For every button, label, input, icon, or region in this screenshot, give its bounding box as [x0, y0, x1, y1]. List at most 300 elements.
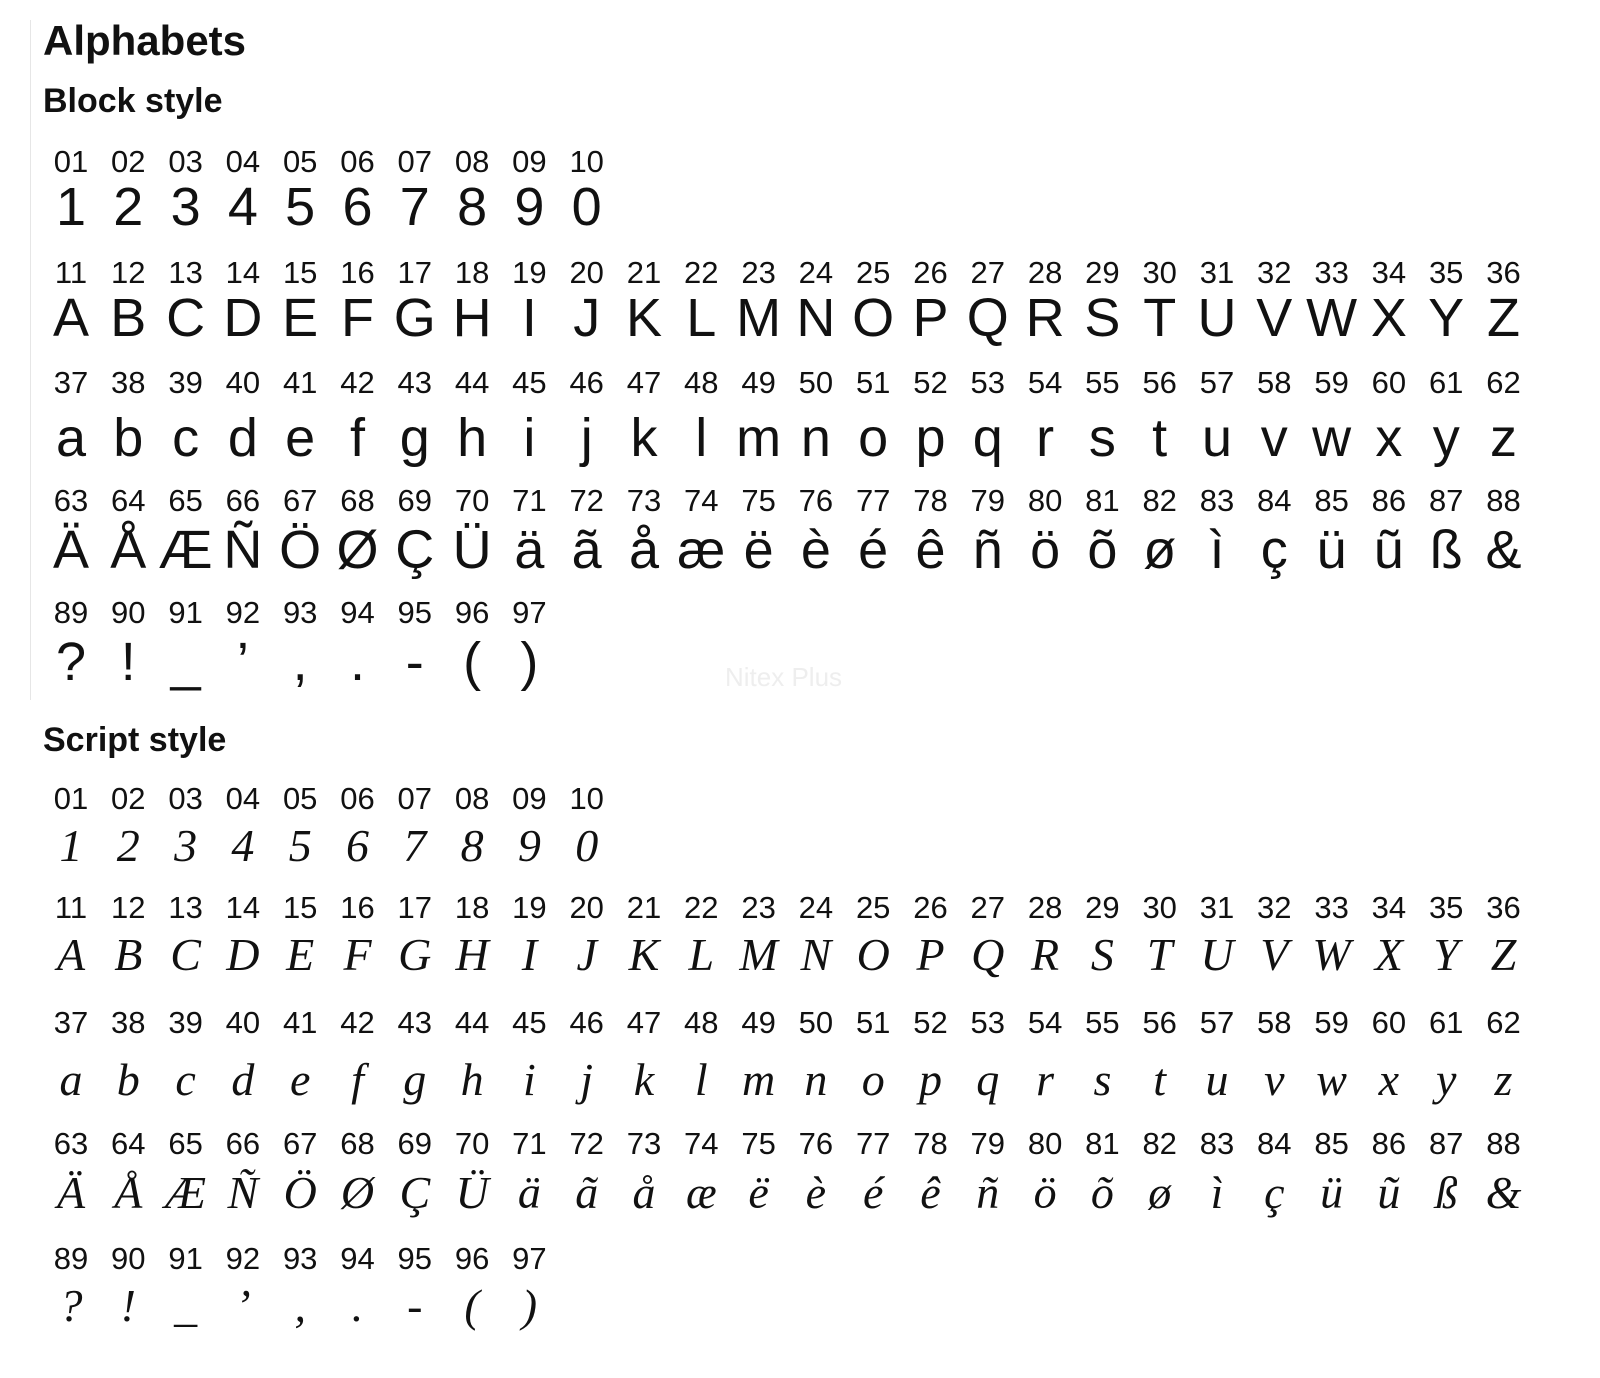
glyph-number: 55	[1085, 365, 1120, 400]
glyph-number: 02	[111, 781, 146, 816]
glyph-character: G	[393, 288, 436, 348]
glyph-character: x	[1378, 1054, 1400, 1105]
glyph-character: 9	[517, 820, 541, 871]
glyph-character: _	[170, 632, 201, 692]
glyph-character: k	[633, 1054, 655, 1105]
glyph-number: 79	[970, 1126, 1006, 1161]
glyph-number: 90	[111, 1241, 146, 1276]
glyph-character: Y	[1428, 288, 1465, 348]
glyph-character: K	[628, 929, 660, 980]
glyph-character: &	[1485, 1167, 1522, 1218]
glyph-character: i	[523, 408, 536, 468]
glyph-number: 54	[1027, 365, 1063, 400]
glyph-character: 1	[55, 177, 87, 237]
glyph-character: P	[916, 929, 945, 980]
glyph-number: 43	[397, 1005, 433, 1040]
glyph-number: 95	[397, 1241, 433, 1276]
glyph-number: 05	[282, 144, 318, 179]
glyph-number: 44	[454, 1005, 490, 1040]
glyph-number: 11	[54, 890, 88, 925]
glyph-character: !	[120, 632, 136, 692]
glyph-number: 35	[1428, 890, 1464, 925]
glyph-character: 4	[231, 820, 255, 871]
glyph-number: 64	[111, 1126, 146, 1161]
glyph-character: å	[628, 520, 660, 580]
glyph-character: D	[226, 929, 260, 980]
glyph-number: 14	[225, 890, 261, 925]
glyph-number: 97	[512, 595, 547, 630]
glyph-number: 13	[168, 255, 203, 290]
glyph-character: t	[1152, 408, 1168, 468]
glyph-number: 87	[1428, 483, 1464, 518]
glyph-number: 13	[168, 890, 203, 925]
glyph-number: 58	[1257, 1005, 1292, 1040]
glyph-number: 27	[970, 890, 1006, 925]
glyph-character: 1	[59, 820, 83, 871]
glyph-number: 94	[340, 1241, 375, 1276]
glyph-number: 08	[454, 144, 490, 179]
glyph-character: é	[862, 1167, 884, 1218]
glyph-character: .	[349, 632, 365, 692]
glyph-number: 68	[340, 1126, 375, 1161]
glyph-number: 03	[168, 781, 203, 816]
glyph-number: 61	[1428, 1005, 1464, 1040]
glyph-character: f	[349, 408, 365, 468]
glyph-number: 83	[1199, 1126, 1235, 1161]
glyph-character: (	[463, 632, 482, 692]
glyph-number: 33	[1314, 255, 1349, 290]
glyph-character: 8	[457, 177, 488, 237]
glyph-number: 28	[1027, 890, 1063, 925]
glyph-character: 2	[113, 177, 144, 237]
glyph-number: 41	[282, 365, 318, 400]
glyph-character: i	[523, 1054, 536, 1105]
glyph-number: 21	[626, 890, 662, 925]
glyph-character: m	[736, 408, 782, 468]
glyph-character: L	[686, 288, 717, 348]
glyph-character: K	[625, 288, 663, 348]
glyph-number: 02	[111, 144, 146, 179]
glyph-character: Ç	[395, 520, 435, 580]
glyph-number: 10	[569, 144, 604, 179]
glyph-character: ë	[743, 520, 774, 580]
glyph-character: N	[796, 288, 836, 348]
glyph-character: ì	[1209, 520, 1225, 580]
glyph-character: Ç	[399, 1167, 431, 1218]
glyph-character: A	[56, 929, 86, 980]
glyph-number: 24	[798, 890, 834, 925]
glyph-number: 71	[512, 483, 547, 518]
glyph-character: G	[398, 929, 432, 980]
glyph-character: ß	[1429, 520, 1463, 580]
glyph-number: 66	[225, 1126, 261, 1161]
glyph-character: ê	[915, 520, 946, 580]
glyph-number: 74	[684, 1126, 719, 1161]
glyph-character: b	[116, 1054, 140, 1105]
glyph-number: 59	[1314, 365, 1349, 400]
glyph-character: O	[852, 288, 895, 348]
glyph-number: 57	[1199, 365, 1235, 400]
glyph-number: 21	[626, 255, 662, 290]
glyph-number: 86	[1371, 1126, 1407, 1161]
glyph-number: 65	[168, 483, 203, 518]
glyph-number: 35	[1428, 255, 1464, 290]
glyph-character: ũ	[1373, 520, 1404, 580]
glyph-character: 0	[575, 820, 599, 871]
glyph-character: B	[114, 929, 143, 980]
glyph-character: C	[170, 929, 201, 980]
glyph-character: é	[858, 520, 889, 580]
glyph-character: ø	[1143, 520, 1177, 580]
glyph-number: 78	[913, 483, 948, 518]
glyph-number: 37	[53, 365, 89, 400]
glyph-number: 54	[1027, 1005, 1063, 1040]
glyph-number: 05	[282, 781, 318, 816]
glyph-number: 83	[1199, 483, 1235, 518]
glyph-number: 29	[1085, 890, 1120, 925]
glyph-character: õ	[1090, 1167, 1114, 1218]
glyph-number: 09	[512, 144, 547, 179]
glyph-character: w	[1316, 1054, 1347, 1105]
glyph-number: 42	[340, 365, 375, 400]
glyph-number: 81	[1085, 483, 1120, 518]
glyph-number: 78	[913, 1126, 948, 1161]
glyph-number: 72	[569, 483, 604, 518]
glyph-number: 45	[512, 365, 547, 400]
glyph-character: c	[175, 1054, 196, 1105]
glyph-character: è	[800, 520, 831, 580]
glyph-character: H	[452, 288, 492, 348]
glyph-character: b	[113, 408, 144, 468]
glyph-number: 82	[1142, 1126, 1177, 1161]
glyph-number: 76	[798, 483, 834, 518]
glyph-character: Æ	[158, 520, 213, 580]
glyph-number: 44	[454, 365, 490, 400]
glyph-number: 38	[111, 1005, 146, 1040]
glyph-number: 27	[970, 255, 1006, 290]
glyph-character: v	[1260, 408, 1288, 468]
glyph-character: ’	[236, 632, 249, 692]
glyph-character: ñ	[976, 1167, 1000, 1218]
glyph-number: 94	[340, 595, 375, 630]
glyph-number: 10	[569, 781, 604, 816]
glyph-character: Å	[114, 1167, 143, 1218]
glyph-number: 33	[1314, 890, 1349, 925]
glyph-number: 75	[741, 483, 776, 518]
glyph-number: 22	[684, 890, 719, 925]
glyph-number: 97	[512, 1241, 547, 1276]
glyph-number: 04	[225, 781, 261, 816]
glyph-character: z	[1494, 1054, 1513, 1105]
glyph-character: W	[1306, 288, 1358, 348]
glyph-number: 90	[111, 595, 146, 630]
glyph-character: o	[861, 1054, 885, 1105]
glyph-number: 29	[1085, 255, 1120, 290]
glyph-number: 51	[855, 1005, 891, 1040]
glyph-character: ?	[55, 632, 87, 692]
glyph-character: f	[351, 1054, 364, 1105]
glyph-number: 01	[53, 781, 89, 816]
glyph-character: 5	[285, 177, 316, 237]
glyph-character: -	[405, 632, 424, 692]
glyph-character: Ä	[56, 1167, 86, 1218]
glyph-number: 61	[1428, 365, 1464, 400]
glyph-number: 62	[1486, 365, 1521, 400]
glyph-number: 22	[684, 255, 719, 290]
glyph-character: ’	[235, 1280, 251, 1331]
glyph-character: Ü	[452, 520, 492, 580]
glyph-character: Z	[1487, 288, 1520, 348]
glyph-number: 70	[454, 483, 490, 518]
glyph-character: A	[52, 288, 90, 348]
glyph-number: 53	[970, 1005, 1006, 1040]
glyph-character: y	[1432, 408, 1460, 468]
glyph-character: 6	[342, 177, 373, 237]
glyph-number: 34	[1371, 255, 1407, 290]
glyph-character: ñ	[972, 520, 1003, 580]
glyph-character: å	[632, 1167, 656, 1218]
glyph-number: 79	[970, 483, 1006, 518]
glyph-character: l	[695, 408, 708, 468]
glyph-number: 68	[340, 483, 375, 518]
glyph-number: 23	[741, 890, 776, 925]
glyph-number: 56	[1142, 365, 1177, 400]
glyph-number: 12	[111, 890, 146, 925]
glyph-character: è	[805, 1167, 827, 1218]
glyph-character: Ñ	[227, 1167, 259, 1218]
glyph-character: T	[1143, 288, 1177, 348]
glyph-character: p	[919, 1054, 942, 1105]
glyph-character: s	[1093, 1054, 1112, 1105]
glyph-number: 77	[855, 1126, 891, 1161]
glyph-character: x	[1375, 408, 1403, 468]
glyph-character: R	[1031, 929, 1060, 980]
glyph-character: m	[741, 1054, 776, 1105]
glyph-character: t	[1153, 1054, 1167, 1105]
glyph-number: 89	[53, 1241, 89, 1276]
glyph-character: D	[223, 288, 263, 348]
glyph-number: 09	[512, 781, 547, 816]
glyph-character: C	[166, 288, 206, 348]
glyph-character: Q	[966, 288, 1009, 348]
glyph-character: q	[972, 408, 1003, 468]
glyph-number: 12	[111, 255, 146, 290]
glyph-character: ß	[1434, 1167, 1458, 1218]
glyph-character: U	[1197, 288, 1237, 348]
glyph-character: a	[59, 1054, 83, 1105]
glyph-number: 91	[168, 595, 203, 630]
glyph-number: 47	[626, 1005, 662, 1040]
glyph-number: 19	[512, 890, 547, 925]
glyph-number: 19	[512, 255, 547, 290]
glyph-character: v	[1264, 1054, 1285, 1105]
glyph-number: 15	[282, 255, 318, 290]
glyph-number: 58	[1257, 365, 1292, 400]
glyph-number: 82	[1142, 483, 1177, 518]
glyph-number: 30	[1142, 255, 1177, 290]
glyph-character: L	[688, 929, 715, 980]
glyph-character: z	[1490, 408, 1517, 468]
block-style-heading: Block style	[43, 82, 223, 120]
glyph-character: )	[521, 1280, 538, 1331]
glyph-number: 28	[1027, 255, 1063, 290]
glyph-number: 20	[569, 890, 604, 925]
glyph-number: 74	[684, 483, 719, 518]
glyph-character: 0	[571, 177, 602, 237]
glyph-number: 72	[569, 1126, 604, 1161]
glyph-number: 92	[225, 595, 261, 630]
glyph-number: 73	[626, 483, 662, 518]
script-style-heading: Script style	[43, 721, 227, 759]
glyph-number: 17	[397, 890, 433, 925]
glyph-number: 11	[54, 255, 88, 290]
glyph-character: M	[736, 288, 782, 348]
glyph-number: 96	[454, 595, 490, 630]
glyph-number: 89	[53, 595, 89, 630]
glyph-number: 93	[282, 1241, 318, 1276]
glyph-number: 55	[1085, 1005, 1120, 1040]
glyph-character: r	[1036, 1054, 1055, 1105]
glyph-number: 91	[168, 1241, 203, 1276]
glyph-character: Æ	[165, 1167, 207, 1218]
glyph-character: -	[407, 1280, 423, 1331]
glyph-number: 73	[626, 1126, 662, 1161]
glyph-number: 39	[168, 365, 203, 400]
glyph-character: N	[800, 929, 832, 980]
glyph-character: ø	[1148, 1167, 1172, 1218]
glyph-number: 06	[340, 144, 375, 179]
glyph-character: Ñ	[223, 520, 263, 580]
glyph-number: 18	[454, 890, 490, 925]
glyph-number: 65	[168, 1126, 203, 1161]
glyph-number: 80	[1027, 1126, 1063, 1161]
glyph-character: e	[285, 408, 316, 468]
glyph-character: J	[573, 288, 601, 348]
glyph-character: ã	[571, 520, 602, 580]
glyph-number: 16	[340, 255, 375, 290]
glyph-number: 46	[569, 1005, 604, 1040]
glyph-number: 31	[1199, 255, 1235, 290]
glyph-character: Z	[1490, 929, 1517, 980]
glyph-number: 88	[1486, 1126, 1521, 1161]
glyph-character: ü	[1316, 520, 1347, 580]
glyph-character: l	[694, 1054, 708, 1105]
glyph-number: 15	[282, 890, 318, 925]
glyph-number: 42	[340, 1005, 375, 1040]
glyph-number: 53	[970, 365, 1006, 400]
glyph-character: æ	[685, 1167, 717, 1218]
glyph-number: 87	[1428, 1126, 1464, 1161]
glyph-number: 48	[684, 365, 719, 400]
glyph-number: 32	[1257, 255, 1292, 290]
page-title: Alphabets	[43, 17, 247, 64]
glyph-character: .	[351, 1280, 364, 1331]
glyph-number: 52	[913, 1005, 948, 1040]
glyph-character: (	[464, 1280, 480, 1331]
glyph-number: 14	[225, 255, 261, 290]
glyph-number: 48	[684, 1005, 719, 1040]
glyph-character: S	[1084, 288, 1121, 348]
glyph-number: 75	[741, 1126, 776, 1161]
glyph-character: S	[1090, 929, 1114, 980]
glyph-number: 59	[1314, 1005, 1349, 1040]
glyph-number: 57	[1199, 1005, 1235, 1040]
glyph-number: 84	[1257, 483, 1292, 518]
glyph-number: 34	[1371, 890, 1407, 925]
glyph-number: 67	[282, 483, 318, 518]
glyph-character: ?	[59, 1280, 83, 1331]
glyph-character: E	[286, 929, 315, 980]
watermark: Nitex Plus	[725, 662, 843, 692]
glyph-character: q	[976, 1054, 1000, 1105]
glyph-number: 03	[168, 144, 203, 179]
glyph-character: O	[856, 929, 890, 980]
glyph-character: 7	[403, 820, 427, 871]
glyph-character: w	[1312, 408, 1352, 468]
glyph-number: 60	[1371, 1005, 1407, 1040]
glyph-character: 5	[288, 820, 312, 871]
glyph-character: u	[1201, 408, 1233, 468]
glyph-character: ö	[1033, 1167, 1057, 1218]
glyph-character: g	[403, 1054, 427, 1105]
glyph-character: ä	[514, 520, 545, 580]
glyph-character: õ	[1087, 520, 1118, 580]
glyph-number: 07	[397, 781, 433, 816]
glyph-character: n	[800, 408, 831, 468]
glyph-character: o	[858, 408, 889, 468]
glyph-character: d	[227, 408, 258, 468]
glyph-number: 16	[340, 890, 375, 925]
glyph-character: ç	[1260, 520, 1288, 580]
glyph-number: 23	[741, 255, 776, 290]
glyph-character: p	[915, 408, 946, 468]
glyph-number: 60	[1371, 365, 1407, 400]
glyph-character: ,	[294, 1280, 306, 1331]
glyph-number: 18	[454, 255, 490, 290]
glyph-number: 01	[53, 144, 89, 179]
glyph-number: 63	[53, 1126, 89, 1161]
glyph-number: 93	[282, 595, 318, 630]
glyph-character: Ä	[52, 520, 90, 580]
glyph-number: 38	[111, 365, 146, 400]
glyph-character: Ö	[279, 520, 322, 580]
glyph-number: 37	[53, 1005, 89, 1040]
glyph-number: 43	[397, 365, 433, 400]
glyph-number: 40	[225, 365, 261, 400]
glyph-character: 8	[460, 820, 484, 871]
glyph-character: V	[1260, 929, 1289, 980]
glyph-character: j	[580, 408, 593, 468]
glyph-character: c	[172, 408, 200, 468]
glyph-number: 40	[225, 1005, 261, 1040]
glyph-character: U	[1200, 929, 1234, 980]
glyph-character: j	[580, 1054, 594, 1105]
glyph-number: 52	[913, 365, 948, 400]
glyph-number: 70	[454, 1126, 490, 1161]
glyph-number: 36	[1486, 255, 1521, 290]
glyph-number: 56	[1142, 1005, 1177, 1040]
glyph-character: k	[630, 408, 658, 468]
glyph-character: T	[1146, 929, 1173, 980]
glyph-number: 25	[855, 255, 891, 290]
glyph-character: ë	[748, 1167, 769, 1218]
glyph-character: Q	[971, 929, 1005, 980]
glyph-character: B	[110, 288, 147, 348]
glyph-character: P	[912, 288, 949, 348]
glyph-number: 32	[1257, 890, 1292, 925]
glyph-character: _	[174, 1280, 198, 1331]
glyph-number: 47	[626, 365, 662, 400]
